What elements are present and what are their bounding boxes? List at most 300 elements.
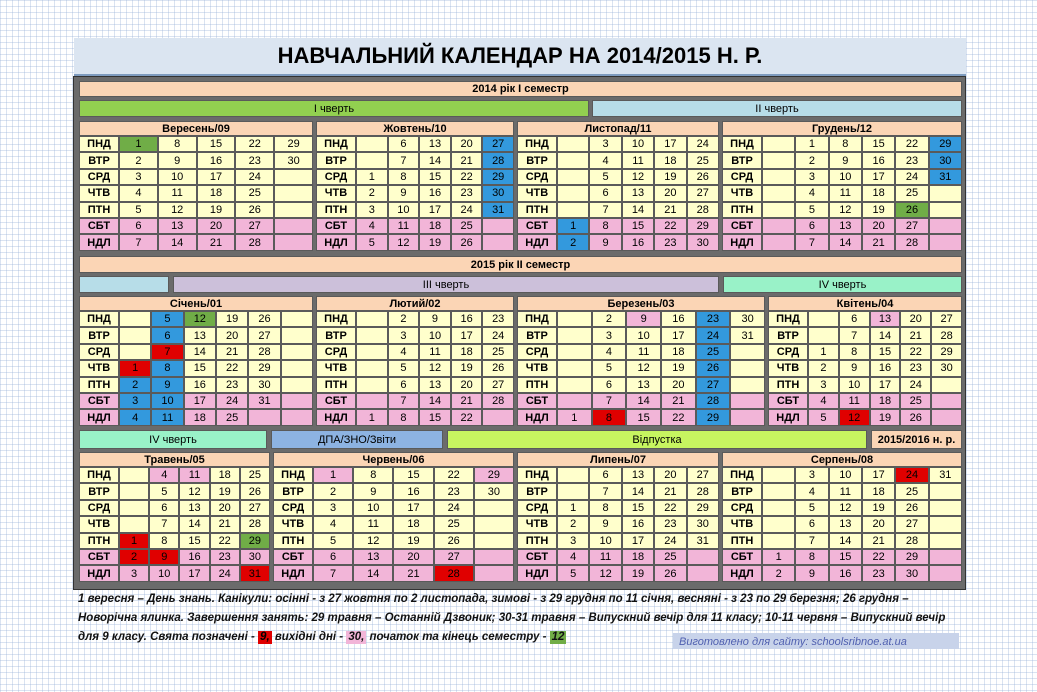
day-cell: 12: [626, 360, 661, 376]
day-label: НДЛ: [79, 409, 119, 425]
day-cell: 8: [149, 533, 179, 549]
day-label: СРД: [79, 500, 119, 516]
day-cell: 5: [388, 360, 420, 376]
day-cell: 7: [592, 393, 627, 409]
day-label: СБТ: [273, 549, 313, 565]
day-cell: 21: [210, 516, 240, 532]
day-cell-empty: [762, 234, 795, 250]
watermark: Виготовлено для сайту: schoolsribnoe.at.ua: [673, 633, 959, 649]
day-cell: 27: [687, 185, 719, 201]
day-label: ПНД: [517, 136, 557, 152]
day-label: ПТН: [722, 202, 762, 218]
day-cell: 13: [622, 467, 654, 483]
month-header: Вересень/09: [79, 121, 313, 136]
day-label: ЧТВ: [768, 360, 808, 376]
day-cell: 14: [829, 234, 862, 250]
day-cell: 2: [119, 549, 149, 565]
day-cell-empty: [557, 185, 589, 201]
day-cell-empty: [687, 565, 719, 581]
day-label: ПТН: [768, 377, 808, 393]
day-cell: 21: [862, 234, 895, 250]
day-cell: 18: [451, 344, 483, 360]
day-cell-empty: [356, 311, 388, 327]
quarter-2-bar: II чверть: [592, 100, 962, 117]
day-cell: 7: [388, 393, 420, 409]
day-cell-empty: [762, 533, 795, 549]
day-cell: 10: [829, 467, 862, 483]
day-cell: 3: [313, 500, 353, 516]
day-cell: 15: [184, 360, 216, 376]
day-cell-empty: [274, 185, 313, 201]
day-cell: 27: [434, 549, 474, 565]
day-cell: 19: [622, 565, 654, 581]
day-cell: 12: [829, 500, 862, 516]
day-label: СБТ: [316, 393, 356, 409]
day-cell-empty: [474, 565, 514, 581]
day-cell: 24: [216, 393, 248, 409]
day-cell: 28: [235, 234, 274, 250]
day-cell: 30: [482, 185, 514, 201]
day-cell-empty: [687, 549, 719, 565]
day-cell: 29: [482, 169, 514, 185]
day-cell: 21: [654, 202, 686, 218]
day-label: НДЛ: [316, 409, 356, 425]
day-cell: 2: [795, 152, 828, 168]
day-cell: 22: [210, 533, 240, 549]
day-cell: 10: [626, 327, 661, 343]
day-cell: 30: [240, 549, 270, 565]
day-cell: 10: [158, 169, 197, 185]
day-cell: 19: [197, 202, 236, 218]
day-cell: 23: [862, 565, 895, 581]
day-label: ВТР: [79, 483, 119, 499]
day-cell: 19: [661, 360, 696, 376]
day-cell: 5: [356, 234, 388, 250]
day-cell: 5: [313, 533, 353, 549]
day-cell: 28: [895, 533, 928, 549]
day-cell: 17: [184, 393, 216, 409]
day-cell: 6: [795, 218, 828, 234]
day-cell-empty: [929, 234, 962, 250]
day-cell-empty: [119, 344, 151, 360]
day-cell: 28: [696, 393, 731, 409]
day-cell: 15: [870, 344, 901, 360]
day-cell: 19: [870, 409, 901, 425]
day-cell: 5: [808, 409, 839, 425]
day-cell-empty: [557, 152, 589, 168]
day-cell-empty: [119, 467, 149, 483]
day-cell: 24: [654, 533, 686, 549]
day-cell: 14: [353, 565, 393, 581]
day-cell: 1: [356, 169, 388, 185]
day-cell: 15: [626, 409, 661, 425]
day-cell: 13: [158, 218, 197, 234]
day-cell: 30: [687, 516, 719, 532]
day-cell: 12: [419, 360, 451, 376]
day-cell: 8: [158, 136, 197, 152]
day-cell: 27: [696, 377, 731, 393]
day-cell: 9: [419, 311, 451, 327]
day-cell: 7: [795, 234, 828, 250]
day-cell: 23: [895, 152, 928, 168]
day-cell: 16: [419, 185, 451, 201]
day-cell: 7: [151, 344, 183, 360]
weekend-swatch: 30,: [348, 631, 365, 643]
semester-2-header: 2015 рік II семестр: [79, 256, 962, 273]
day-cell: 20: [654, 467, 686, 483]
day-cell: 24: [696, 327, 731, 343]
day-cell: 31: [929, 169, 962, 185]
semester-1-header: 2014 рік I семестр: [79, 81, 962, 97]
day-cell-empty: [762, 483, 795, 499]
day-cell-empty: [482, 409, 514, 425]
day-cell: 2: [356, 185, 388, 201]
day-cell: 9: [158, 152, 197, 168]
day-cell-empty: [274, 202, 313, 218]
day-label: СРД: [79, 169, 119, 185]
day-cell: 30: [474, 483, 514, 499]
day-label: НДЛ: [722, 565, 762, 581]
day-cell: 6: [589, 185, 621, 201]
day-cell: 1: [557, 500, 589, 516]
day-cell-empty: [356, 344, 388, 360]
day-label: СРД: [768, 344, 808, 360]
day-cell: 13: [419, 136, 451, 152]
day-cell: 18: [654, 152, 686, 168]
day-cell-empty: [557, 327, 592, 343]
day-cell-empty: [762, 218, 795, 234]
day-cell-empty: [762, 152, 795, 168]
day-cell: 29: [248, 360, 280, 376]
day-cell: 2: [762, 565, 795, 581]
day-label: СБТ: [79, 393, 119, 409]
day-label: ЧТВ: [79, 185, 119, 201]
day-label: СБТ: [722, 218, 762, 234]
day-cell: 18: [210, 467, 240, 483]
day-cell-empty: [474, 533, 514, 549]
day-cell: 4: [119, 185, 158, 201]
day-cell-empty: [929, 483, 962, 499]
day-cell: 31: [929, 467, 962, 483]
day-cell: 2: [119, 152, 158, 168]
day-cell: 11: [589, 549, 621, 565]
day-cell: 7: [795, 533, 828, 549]
day-cell: 15: [419, 169, 451, 185]
day-cell: 25: [895, 483, 928, 499]
day-cell: 26: [696, 360, 731, 376]
day-cell: 29: [474, 467, 514, 483]
day-cell-empty: [119, 516, 149, 532]
day-cell-empty: [119, 483, 149, 499]
next-year-bar: 2015/2016 н. р.: [871, 430, 962, 449]
day-cell: 26: [900, 409, 931, 425]
day-cell: 16: [862, 152, 895, 168]
day-cell-empty: [929, 516, 962, 532]
day-cell: 8: [829, 136, 862, 152]
day-cell: 24: [895, 467, 928, 483]
day-cell: 12: [388, 234, 420, 250]
quarter-3-bar: III чверть: [173, 276, 719, 293]
day-cell: 12: [829, 202, 862, 218]
day-cell: 29: [929, 136, 962, 152]
day-cell: 11: [839, 393, 870, 409]
day-cell: 23: [696, 311, 731, 327]
day-cell: 14: [419, 152, 451, 168]
day-cell-empty: [730, 360, 765, 376]
day-cell: 18: [622, 549, 654, 565]
day-cell: 9: [829, 152, 862, 168]
footnote-text-1: 1 вересня – День знань. Канікули: осінні - з 27 жовтня по 2 листопада, зимові - з 29 грудня по 11 січня, весняні - з 23 по 29 березня; 26 грудня – Новорічна ялинка. Завершення занять: 29 травня – Останній Дзвоник; 30-31 травня – Випускний вечір для 11 класу; 10-11 червня – Випускний вечір для 9 класу. Свята позначені -: [78, 593, 946, 643]
day-cell: 28: [895, 234, 928, 250]
day-cell: 11: [622, 152, 654, 168]
day-cell: 4: [388, 344, 420, 360]
day-cell: 17: [419, 202, 451, 218]
day-cell: 23: [654, 234, 686, 250]
day-cell: 1: [356, 409, 388, 425]
day-cell-empty: [808, 327, 839, 343]
day-cell-empty: [762, 185, 795, 201]
month-header: Жовтень/10: [316, 121, 514, 136]
day-cell: 11: [158, 185, 197, 201]
day-label: НДЛ: [517, 409, 557, 425]
day-label: ПНД: [316, 311, 356, 327]
day-cell: 4: [356, 218, 388, 234]
day-cell: 26: [451, 234, 483, 250]
day-label: ВТР: [768, 327, 808, 343]
day-cell: 29: [274, 136, 313, 152]
day-cell: 17: [197, 169, 236, 185]
day-cell: 24: [434, 500, 474, 516]
day-label: ПТН: [517, 533, 557, 549]
day-cell-empty: [274, 234, 313, 250]
quarter-4-bar-2: IV чверть: [79, 430, 267, 449]
day-cell: 10: [151, 393, 183, 409]
day-label: НДЛ: [722, 234, 762, 250]
day-cell: 8: [589, 500, 621, 516]
day-label: ПТН: [517, 377, 557, 393]
day-cell-empty: [557, 393, 592, 409]
day-cell: 5: [589, 169, 621, 185]
day-cell: 17: [654, 136, 686, 152]
day-cell: 14: [419, 393, 451, 409]
day-cell-empty: [356, 393, 388, 409]
day-label: ПТН: [316, 202, 356, 218]
month-header: Грудень/12: [722, 121, 962, 136]
day-cell: 11: [179, 467, 209, 483]
quarter-4-bar: IV чверть: [723, 276, 962, 293]
vacation-bar: Відпустка: [447, 430, 867, 449]
day-cell-empty: [557, 467, 589, 483]
day-cell: 3: [795, 169, 828, 185]
day-cell-empty: [929, 533, 962, 549]
day-cell: 17: [179, 565, 209, 581]
day-cell: 12: [184, 311, 216, 327]
day-cell: 7: [313, 565, 353, 581]
day-cell: 25: [696, 344, 731, 360]
day-cell: 10: [589, 533, 621, 549]
day-cell: 28: [482, 393, 514, 409]
day-cell-empty: [557, 311, 592, 327]
day-cell-empty: [482, 218, 514, 234]
day-cell: 20: [862, 516, 895, 532]
day-cell: 16: [393, 483, 433, 499]
day-cell-empty: [931, 409, 962, 425]
day-label: ПНД: [79, 467, 119, 483]
day-label: ВТР: [517, 483, 557, 499]
day-cell: 26: [895, 500, 928, 516]
day-cell: 25: [900, 393, 931, 409]
day-cell: 30: [929, 152, 962, 168]
day-cell-empty: [762, 467, 795, 483]
day-label: СБТ: [768, 393, 808, 409]
day-cell: 19: [216, 311, 248, 327]
day-cell-empty: [730, 393, 765, 409]
day-cell: 19: [654, 169, 686, 185]
day-cell: 2: [808, 360, 839, 376]
day-cell: 25: [687, 152, 719, 168]
day-cell: 4: [795, 483, 828, 499]
day-cell-empty: [281, 393, 313, 409]
day-cell-empty: [474, 549, 514, 565]
day-cell-empty: [929, 218, 962, 234]
day-label: ПНД: [79, 311, 119, 327]
day-cell: 13: [622, 185, 654, 201]
day-cell: 29: [931, 344, 962, 360]
page-title: НАВЧАЛЬНИЙ КАЛЕНДАР НА 2014/2015 Н. Р.: [74, 38, 966, 76]
day-cell: 9: [589, 516, 621, 532]
day-cell: 24: [895, 169, 928, 185]
day-cell: 22: [451, 409, 483, 425]
month-header: Травень/05: [79, 452, 270, 467]
day-cell: 19: [419, 234, 451, 250]
day-cell: 16: [622, 516, 654, 532]
day-cell: 13: [870, 311, 901, 327]
day-cell: 22: [654, 218, 686, 234]
day-label: ВТР: [273, 483, 313, 499]
day-cell: 18: [419, 218, 451, 234]
day-cell: 16: [451, 311, 483, 327]
day-label: СРД: [722, 169, 762, 185]
day-cell: 16: [622, 234, 654, 250]
day-cell: 1: [119, 136, 158, 152]
day-cell: 6: [839, 311, 870, 327]
day-label: СБТ: [79, 549, 119, 565]
day-label: ПНД: [273, 467, 313, 483]
day-label: ВТР: [722, 483, 762, 499]
day-cell: 8: [839, 344, 870, 360]
day-cell: 29: [696, 409, 731, 425]
day-cell: 28: [248, 344, 280, 360]
quarter-2-tail-bar: [79, 276, 169, 293]
day-cell: 2: [388, 311, 420, 327]
day-cell: 11: [388, 218, 420, 234]
day-cell: 2: [313, 483, 353, 499]
day-cell: 14: [626, 393, 661, 409]
month-header: Листопад/11: [517, 121, 719, 136]
day-cell: 8: [388, 169, 420, 185]
day-label: ВТР: [316, 327, 356, 343]
day-cell-empty: [931, 377, 962, 393]
day-cell: 30: [730, 311, 765, 327]
day-label: СРД: [316, 344, 356, 360]
day-cell: 29: [687, 218, 719, 234]
day-cell: 6: [795, 516, 828, 532]
day-cell-empty: [557, 360, 592, 376]
day-cell: 1: [557, 218, 589, 234]
day-label: НДЛ: [79, 565, 119, 581]
day-cell: 23: [235, 152, 274, 168]
day-cell: 18: [184, 409, 216, 425]
day-cell: 27: [248, 327, 280, 343]
day-label: ПТН: [316, 377, 356, 393]
day-cell: 16: [829, 565, 862, 581]
day-cell: 27: [240, 500, 270, 516]
day-cell-empty: [281, 311, 313, 327]
day-cell: 24: [687, 136, 719, 152]
day-cell: 16: [179, 549, 209, 565]
day-cell: 17: [393, 500, 433, 516]
day-cell: 21: [197, 234, 236, 250]
day-cell: 28: [687, 202, 719, 218]
month-header: Січень/01: [79, 296, 313, 311]
day-cell: 22: [434, 467, 474, 483]
day-label: НДЛ: [517, 565, 557, 581]
day-cell: 5: [119, 202, 158, 218]
day-label: СРД: [722, 500, 762, 516]
day-cell-empty: [281, 344, 313, 360]
day-cell: 26: [654, 565, 686, 581]
day-cell: 22: [900, 344, 931, 360]
day-cell: 16: [197, 152, 236, 168]
day-cell-empty: [557, 377, 592, 393]
day-cell-empty: [356, 377, 388, 393]
day-cell: 13: [626, 377, 661, 393]
day-label: ПНД: [517, 467, 557, 483]
holiday-swatch: 9,: [260, 631, 270, 643]
day-label: ПТН: [79, 202, 119, 218]
day-cell: 9: [795, 565, 828, 581]
day-cell: 20: [197, 218, 236, 234]
day-label: ПТН: [79, 533, 119, 549]
day-cell: 7: [149, 516, 179, 532]
day-cell: 14: [870, 327, 901, 343]
day-cell-empty: [557, 202, 589, 218]
day-cell: 25: [895, 185, 928, 201]
day-cell-empty: [557, 169, 589, 185]
day-cell: 9: [353, 483, 393, 499]
day-cell: 7: [119, 234, 158, 250]
day-cell-empty: [119, 327, 151, 343]
day-label: СРД: [79, 344, 119, 360]
day-cell: 27: [482, 377, 514, 393]
day-cell-empty: [730, 409, 765, 425]
day-label: СБТ: [517, 218, 557, 234]
day-cell: 21: [862, 533, 895, 549]
day-cell: 6: [592, 377, 627, 393]
day-cell-empty: [274, 218, 313, 234]
day-cell: 26: [248, 311, 280, 327]
day-cell: 24: [900, 377, 931, 393]
day-cell: 1: [119, 360, 151, 376]
day-cell: 11: [829, 185, 862, 201]
day-label: ПНД: [316, 136, 356, 152]
day-cell-empty: [356, 152, 388, 168]
day-cell: 30: [274, 152, 313, 168]
day-cell-empty: [808, 311, 839, 327]
day-cell: 14: [158, 234, 197, 250]
day-cell: 29: [687, 500, 719, 516]
day-cell: 21: [900, 327, 931, 343]
